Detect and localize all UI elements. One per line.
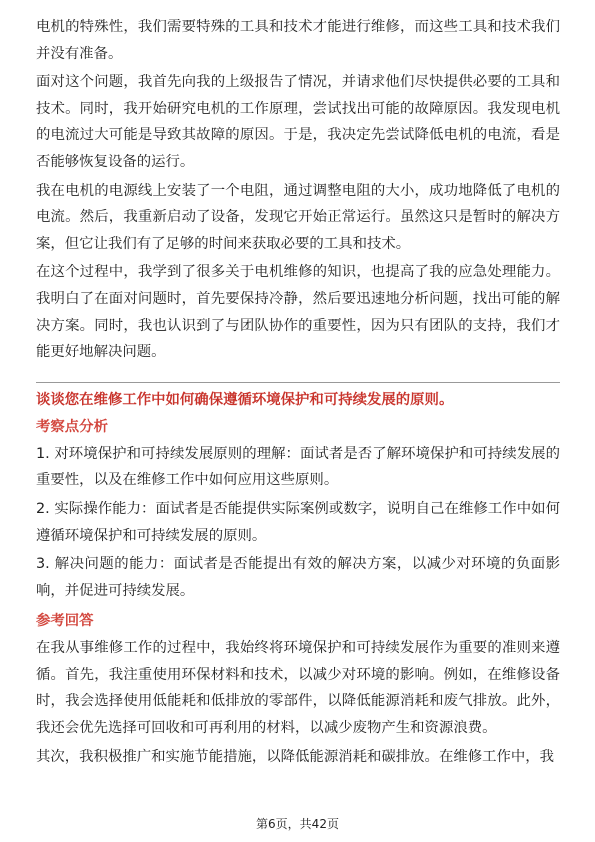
analysis-item: 1. 对环境保护和可持续发展原则的理解：面试者是否了解环境保护和可持续发展的重要性，以及在维修工作中如何应用这些原则。 bbox=[36, 445, 560, 489]
answer-paragraph: 在我从事维修工作的过程中，我始终将环境保护和可持续发展作为重要的准则来遵循。首先，我注重使用环保材料和技术，以减少对环境的影响。例如，在维修设备时，我会选择使用低能耗和低排放的零部件，以降低能源消耗和废气排放。此外，我还会优先选择可回收和可再利用的材料，以减少废物产生和资源浪费。 bbox=[36, 640, 560, 737]
body-paragraph: 电机的特殊性，我们需要特殊的工具和技术才能进行维修，而这些工具和技术我们并没有准备。 bbox=[36, 19, 560, 62]
interview-question: 谈谈您在维修工作中如何确保遵循环境保护和可持续发展的原则。 bbox=[36, 391, 454, 408]
section-divider bbox=[36, 382, 560, 383]
body-paragraph: 在这个过程中，我学到了很多关于电机维修的知识，也提高了我的应急处理能力。我明白了在面对问题时，首先要保持冷静，然后要迅速地分析问题，找出可能的解决方案。同时，我也认识到了与团队协作的重要性，因为只有团队的支持，我们才能更好地解决问题。 bbox=[36, 264, 560, 361]
body-paragraph: 我在电机的电源线上安装了一个电阻，通过调整电阻的大小，成功地降低了电机的电流。然后，我重新启动了设备，发现它开始正常运行。虽然这只是暂时的解决方案，但它让我们有了足够的时间来获取必要的工具和技术。 bbox=[36, 182, 560, 252]
body-paragraph: 面对这个问题，我首先向我的上级报告了情况，并请求他们尽快提供必要的工具和技术。同时，我开始研究电机的工作原理，尝试找出可能的故障原因。我发现电机的电流过大可能是导致其故障的原因。于是，我决定先尝试降低电机的电流，看是否能够恢复设备的运行。 bbox=[36, 74, 560, 170]
answer-paragraph: 其次，我积极推广和实施节能措施，以降低能源消耗和碳排放。在维修工作中，我 bbox=[36, 748, 555, 765]
page-number: 第6页，共42页 bbox=[256, 817, 339, 831]
analysis-heading: 考察点分析 bbox=[36, 418, 108, 435]
answer-heading: 参考回答 bbox=[36, 613, 94, 630]
analysis-item: 2. 实际操作能力：面试者是否能提供实际案例或数字，说明自己在维修工作中如何遵循环境保护和可持续发展的原则。 bbox=[36, 500, 560, 544]
document-content bbox=[36, 14, 560, 772]
analysis-item: 3. 解决问题的能力：面试者是否能提出有效的解决方案，以减少对环境的负面影响，并促进可持续发展。 bbox=[36, 556, 560, 599]
